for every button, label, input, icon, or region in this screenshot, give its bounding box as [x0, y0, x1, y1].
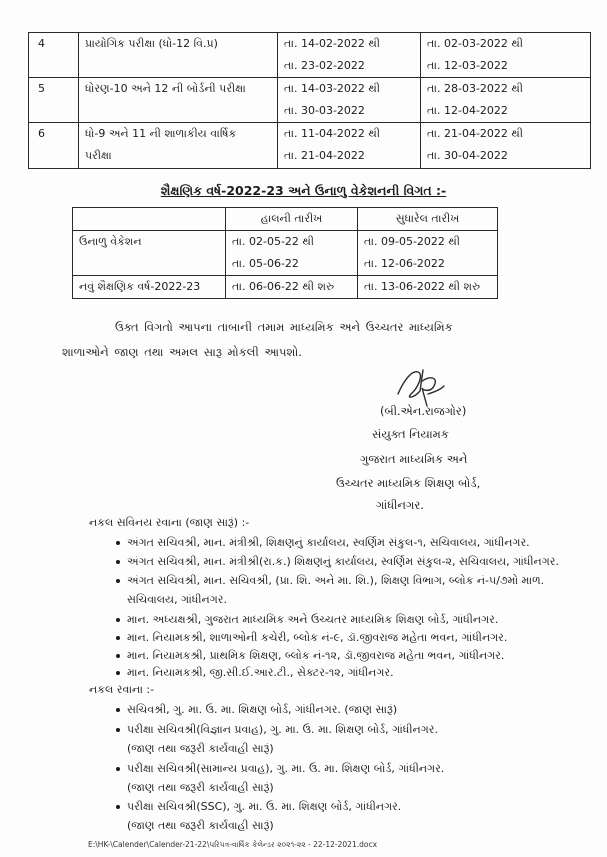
revised-start-date: તા. 09-05-2022 થી [364, 235, 460, 248]
row-number-cell [29, 123, 79, 169]
revised-start-date: તા. 21-04-2022 થી [427, 127, 523, 140]
current-date-cell [278, 123, 421, 169]
column-header-revised: સુધારેલ તારીખ [395, 212, 460, 225]
revised-date-cell [421, 33, 591, 78]
instruction-line-1: ઉક્ત વિગતો આપના તાબાની તમામ માધ્યમિક અને ઉચ્ચતર માધ્યમિક [115, 320, 453, 334]
header-cell-empty [73, 208, 226, 231]
bullet-icon [116, 636, 120, 640]
list-item: માન. અધ્યક્ષશ્રી, ગુજરાત માધ્યમિક અને ઉચ્ચતર માધ્યમિક શિક્ષણ બોર્ડ, ગાંધીનગર. [127, 613, 499, 626]
bullet-icon [116, 579, 120, 583]
row-label-cell [73, 231, 226, 276]
exam-title: ધો-9 અને 11 ની શાળાકીય વાર્ષિક [85, 127, 237, 140]
bullet-icon [116, 728, 120, 732]
revised-start-date: તા. 13-06-2022 થી શરુ [364, 280, 481, 293]
list-item-continued: સચિવાલય, ગાંધીનગર. [127, 593, 227, 606]
revised-end-date: તા. 30-04-2022 [427, 149, 508, 162]
table-row [73, 231, 498, 276]
row-label: નવું શૈક્ષણિક વર્ષ-2022-23 [79, 280, 201, 293]
exam-title-continued: પરીક્ષા [85, 149, 112, 162]
table-header-row [73, 208, 498, 231]
section-heading: શૈક્ષણિક વર્ષ-2022-23 અને ઉનાળુ વેકેશનની વિગત :- [160, 183, 447, 198]
table-row [29, 33, 591, 78]
signatory-designation: સંયુક્ત નિયામક [372, 427, 449, 441]
current-start-date: તા. 06-06-22 થી શરુ [232, 280, 335, 293]
row-number: 4 [38, 37, 45, 50]
current-start-date: તા. 02-05-22 થી [232, 235, 314, 248]
bullet-icon [116, 767, 120, 771]
current-date-cell [278, 33, 421, 78]
bullet-icon [116, 671, 120, 675]
bullet-icon [116, 708, 120, 712]
header-cell-current [226, 208, 358, 231]
vacation-table [72, 207, 498, 299]
bullet-icon [116, 654, 120, 658]
revised-start-date: તા. 28-03-2022 થી [427, 82, 523, 95]
instruction-line-2: શાળાઓને જાણ તથા અમલ સારૂ મોકલી આપશો. [62, 345, 302, 359]
footer-file-path: E:\HK-\Calender\Calender-21-22\પરિપત્ર-વાર્ષિક કેલેન્ડર ૨૦૨૧-૨૨ - 22-12-2021.docx [88, 840, 378, 849]
copy-with-respect-heading: નકલ સવિનય રવાના (જાણ સારૂં) :- [89, 516, 250, 529]
signatory-place: ગાંધીનગર. [376, 498, 424, 512]
signatory-org-line-1: ગુજરાત માધ્યમિક અને [360, 452, 468, 466]
revised-date-cell [358, 231, 498, 276]
revised-date-cell [421, 78, 591, 123]
current-start-date: તા. 14-03-2022 થી [284, 82, 380, 95]
bullet-icon [116, 805, 120, 809]
table-row [29, 123, 591, 169]
exam-title: પ્રાયોગિક પરીક્ષા (ધો-12 વિ.પ્ર) [85, 37, 218, 50]
exam-title-cell [79, 33, 278, 78]
list-item: પરીક્ષા સચિવશ્રી(વિજ્ઞાન પ્રવાહ), ગુ. મા. ઉ. મા. શિક્ષણ બોર્ડ, ગાંધીનગર. [127, 723, 438, 736]
header-cell-revised [358, 208, 498, 231]
current-end-date: તા. 21-04-2022 [284, 149, 365, 162]
row-number-cell [29, 33, 79, 78]
current-date-cell [226, 231, 358, 276]
revised-start-date: તા. 02-03-2022 થી [427, 37, 523, 50]
row-number: 6 [38, 127, 45, 140]
exam-title: ધોરણ-10 અને 12 ની બોર્ડની પરીક્ષા [85, 82, 246, 95]
list-item: પરીક્ષા સચિવશ્રી(સામાન્ય પ્રવાહ), ગુ. મા. ઉ. મા. શિક્ષણ બોર્ડ, ગાંધીનગર. [127, 762, 445, 775]
row-label-cell [73, 276, 226, 299]
copy-to-heading: નકલ રવાના :- [89, 683, 155, 696]
column-header-current: હાલની તારીખ [260, 212, 323, 225]
list-item: અંગત સચિવશ્રી, માન. મંત્રીશ્રી, શિક્ષણનું કાર્યાલય, સ્વર્ણિમ સંકુલ-૧, સચિવાલય, ગાંધીનગર. [127, 536, 530, 549]
current-start-date: તા. 14-02-2022 થી [284, 37, 380, 50]
revised-date-cell [421, 123, 591, 169]
exam-title-cell [79, 123, 278, 169]
list-item: સચિવશ્રી, ગુ. મા. ઉ. મા. શિક્ષણ બોર્ડ, ગાંધીનગર. (જાણ સારૂં) [127, 703, 398, 716]
list-item: માન. નિયામકશ્રી, પ્રાથમિક શિક્ષણ, બ્લોક નં-૧૨, ડૉ.જીવરાજ મહેતા ભવન, ગાંધીનગર. [127, 649, 505, 662]
list-item: માન. નિયામકશ્રી, શાળાઓની કચેરી, બ્લોક નં-૯, ડૉ.જીવરાજ મહેતા ભવન, ગાંધીનગર. [127, 631, 508, 644]
table-row [29, 78, 591, 123]
bullet-icon [116, 618, 120, 622]
list-item-continued: (જાણ તથા જરૂરી કાર્યવાહી સારૂં) [127, 819, 274, 832]
list-item: પરીક્ષા સચિવશ્રી(SSC), ગુ. મા. ઉ. મા. શિક્ષણ બોર્ડ, ગાંધીનગર. [127, 800, 402, 813]
revised-date-cell [358, 276, 498, 299]
revised-end-date: તા. 12-03-2022 [427, 59, 508, 72]
exam-title-cell [79, 78, 278, 123]
row-label: ઉનાળુ વેકેશન [79, 235, 142, 248]
current-date-cell [278, 78, 421, 123]
row-number-cell [29, 78, 79, 123]
current-end-date: તા. 05-06-22 [232, 257, 299, 270]
revised-end-date: તા. 12-04-2022 [427, 104, 508, 117]
current-end-date: તા. 23-02-2022 [284, 59, 365, 72]
exam-schedule-table [28, 32, 591, 169]
row-number: 5 [38, 82, 45, 95]
list-item-continued: (જાણ તથા જરૂરી કાર્યવાહી સારૂં) [127, 742, 274, 755]
current-start-date: તા. 11-04-2022 થી [284, 127, 380, 140]
current-end-date: તા. 30-03-2022 [284, 104, 365, 117]
table-row [73, 276, 498, 299]
signatory-org-line-2: ઉચ્ચતર માધ્યમિક શિક્ષણ બોર્ડ, [336, 476, 481, 490]
list-item: અંગત સચિવશ્રી, માન. મંત્રીશ્રી(રા.ક.) શિક્ષણનું કાર્યાલય, સ્વર્ણિમ સંકુલ-૨, સચિવાલય, ગાંધીનગર. [127, 555, 559, 568]
revised-end-date: તા. 12-06-2022 [364, 257, 445, 270]
current-date-cell [226, 276, 358, 299]
bullet-icon [116, 541, 120, 545]
list-item: માન. નિયામકશ્રી, જી.સી.ઈ.આર.ટી., સેક્ટર-૧૨, ગાંધીનગર. [127, 666, 394, 679]
bullet-icon [116, 560, 120, 564]
list-item: અંગત સચિવશ્રી, માન. સચિવશ્રી, (પ્રા. શિ. અને મા. શિ.), શિક્ષણ વિભાગ, બ્લોક નં-૫/૭મો માળ. [127, 574, 545, 587]
list-item-continued: (જાણ તથા જરૂરી કાર્યવાહી સારૂં) [127, 781, 274, 794]
signatory-name: (બી.એન.રાજગોર) [380, 404, 467, 418]
